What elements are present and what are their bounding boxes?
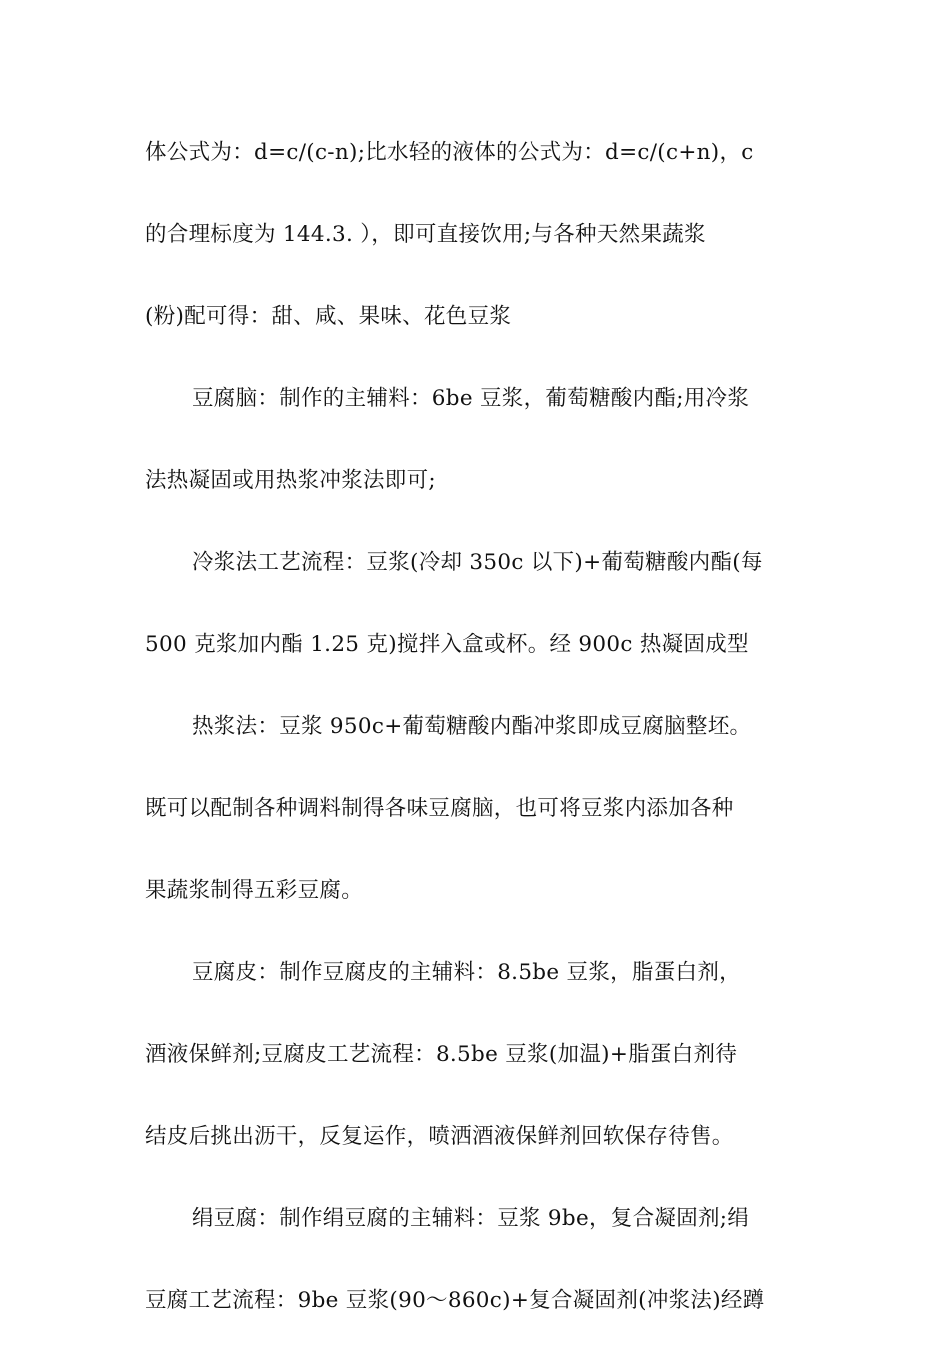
paragraph-hot-method xyxy=(145,702,810,948)
text-line: (粉)配可得：甜、咸、果味、花色豆浆 xyxy=(145,304,512,329)
text-line: 的合理标度为 144.3. ），即可直接饮用;与各种天然果蔬浆 xyxy=(145,222,706,247)
text-line: 500 克浆加内酯 1.25 克)搅拌入盒或杯。经 900c 热凝固成型 xyxy=(145,632,749,657)
text-line: 热浆法：豆浆 950c+葡萄糖酸内酯冲浆即成豆腐脑整坯。 xyxy=(192,714,752,739)
text-line: 豆腐脑：制作的主辅料：6be 豆浆，葡萄糖酸内酯;用冷浆 xyxy=(192,386,750,411)
text-line: 酒液保鲜剂;豆腐皮工艺流程：8.5be 豆浆(加温)+脂蛋白剂待 xyxy=(145,1042,738,1067)
paragraph-silken-tofu xyxy=(145,1194,810,1358)
text-line: 法热凝固或用热浆冲浆法即可; xyxy=(145,468,436,493)
paragraph-tofu-skin xyxy=(145,948,810,1194)
text-line: 豆腐工艺流程：9be 豆浆(90～860c)+复合凝固剂(冲浆法)经蹲 xyxy=(145,1288,765,1313)
text-line: 冷浆法工艺流程：豆浆(冷却 350c 以下)+葡萄糖酸内酯(每 xyxy=(192,550,763,575)
paragraph-tofu-pudding xyxy=(145,374,810,538)
text-line: 结皮后挑出沥干，反复运作，喷洒酒液保鲜剂回软保存待售。 xyxy=(145,1124,734,1149)
paragraph-cold-method xyxy=(145,538,810,702)
document-body xyxy=(145,128,810,1358)
text-line: 既可以配制各种调料制得各味豆腐脑，也可将豆浆内添加各种 xyxy=(145,796,734,821)
text-line: 体公式为：d=c/(c-n);比水轻的液体的公式为：d=c/(c+n)，c xyxy=(145,140,754,165)
text-line: 豆腐皮：制作豆腐皮的主辅料：8.5be 豆浆，脂蛋白剂， xyxy=(192,960,741,985)
text-line: 果蔬浆制得五彩豆腐。 xyxy=(145,878,364,903)
text-line: 绢豆腐：制作绢豆腐的主辅料：豆浆 9be，复合凝固剂;绢 xyxy=(192,1206,750,1231)
paragraph-density-formula xyxy=(145,128,810,374)
